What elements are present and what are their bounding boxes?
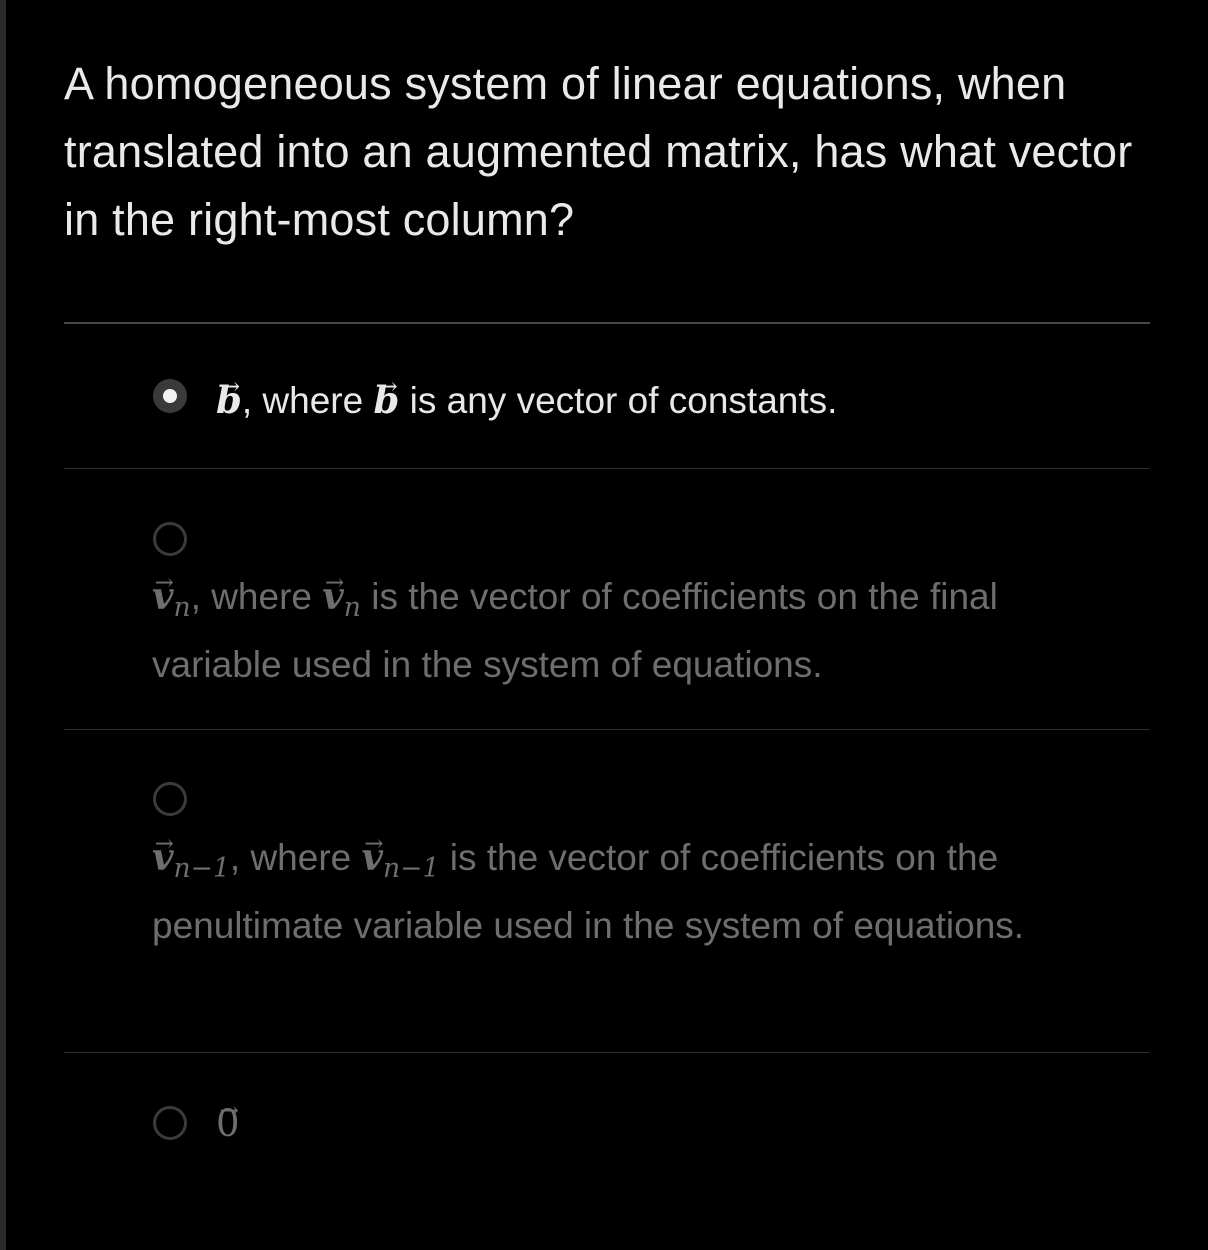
divider <box>64 468 1150 469</box>
divider <box>64 1052 1150 1053</box>
left-border <box>0 0 6 1250</box>
radio-dot-icon <box>163 389 177 403</box>
option-4-label[interactable] <box>216 1092 240 1156</box>
option-1-radio[interactable] <box>153 379 187 413</box>
option-4-radio[interactable] <box>153 1106 187 1140</box>
option-3-label[interactable]: → $v_{n-1}$, where → $v_{n-1}$ is the vector of coefficients on the penultimate variable used in the system of equations. <box>152 825 1052 958</box>
option-1-label[interactable]: → b, where → b is any vector of constants. <box>216 368 837 433</box>
zero-vector-symbol: → 0 <box>216 1092 240 1156</box>
vector-v-symbol: → v <box>152 564 174 628</box>
vector-v-symbol: → v <box>322 564 344 628</box>
vector-v-symbol: → v <box>362 825 384 889</box>
option-3-radio[interactable] <box>153 782 187 816</box>
vector-v-symbol: → v <box>152 825 174 889</box>
option-2-label[interactable]: → $v_n$, where → $v_n$ is the vector of coefficients on the final variable used in the system of equations. <box>152 564 1052 697</box>
divider <box>64 322 1150 324</box>
divider <box>64 729 1150 730</box>
vector-b-symbol: → b <box>374 368 400 432</box>
vector-b-symbol: → b <box>216 368 242 432</box>
question-text: A homogeneous system of linear equations, when translated into an augmented matrix, has what vector in the right-most column? <box>64 58 1133 245</box>
